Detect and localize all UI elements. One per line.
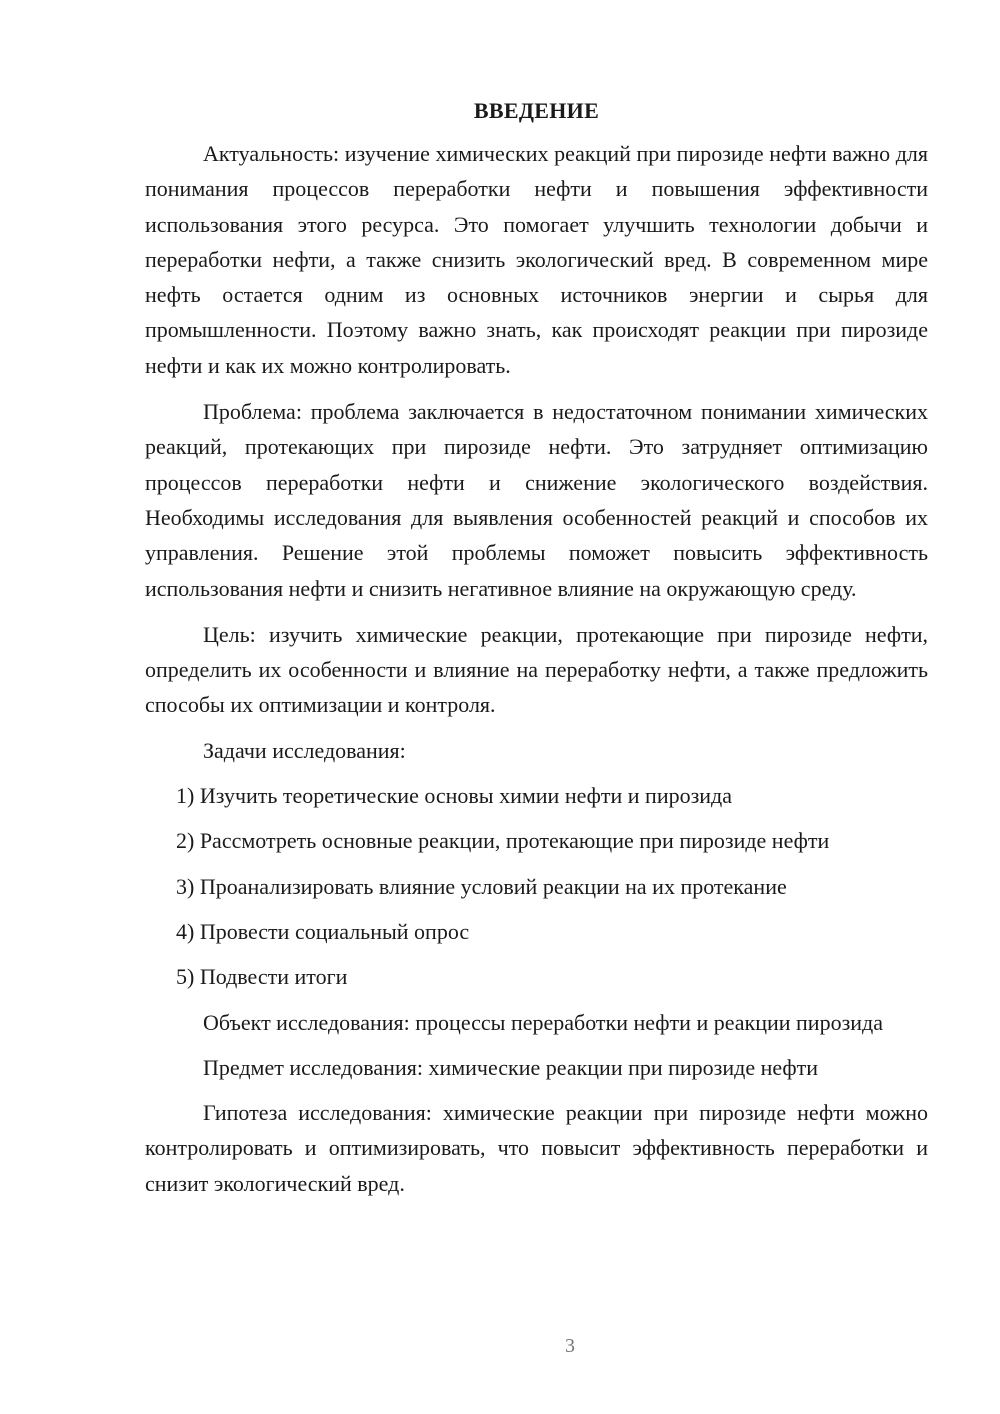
page-number: 3 bbox=[565, 1335, 575, 1357]
paragraph-hypothesis: Гипотеза исследования: химические реакции при пирозиде нефти можно контролировать и оптимизировать, что повысит эффективность переработки и снизит экологический вред. bbox=[145, 1100, 928, 1196]
task-item-5: 5) Подвести итоги bbox=[176, 964, 348, 990]
paragraph-goal: Цель: изучить химические реакции, протекающие при пирозиде нефти, определить их особенности и влияние на переработку нефти, а также предложить способы их оптимизации и контроля. bbox=[145, 621, 928, 718]
task-item-2: 2) Рассмотреть основные реакции, протекающие при пирозиде нефти bbox=[176, 828, 830, 854]
task-item-1: 1) Изучить теоретические основы химии нефти и пирозида bbox=[176, 783, 733, 809]
section-title: ВВЕДЕНИЕ bbox=[473, 98, 600, 123]
tasks-list bbox=[145, 778, 928, 994]
paragraph-problem: Проблема: проблема заключается в недостаточном понимании химических реакций, протекающих при пирозиде нефти. Это затрудняет оптимизацию процессов переработки нефти и снижение экологического воздействия. Необходимы исследования для выявления особенностей реакций и способов их управления. Решение этой проблемы поможет повысить эффективность использования нефти и снизить негативное влияние на окружающую среду. bbox=[145, 399, 928, 601]
paragraph-actuality: Актуальность: изучение химических реакций при пирозиде нефти важно для понимания процессов переработки нефти и повышения эффективности использования этого ресурса. Это помогает улучшить технологии добычи и переработки нефти, а также снизить экологический вред. В современном мире нефть остается одним из основных источников энергии и сырья для промышленности. Поэтому важно знать, как происходят реакции при пирозиде нефти и как их можно контролировать. bbox=[145, 141, 928, 378]
task-item-3: 3) Проанализировать влияние условий реакции на их протекание bbox=[176, 873, 787, 899]
tasks-heading: Задачи исследования: bbox=[203, 737, 406, 763]
page-content bbox=[145, 96, 928, 1211]
paragraph-subject: Предмет исследования: химические реакции при пирозиде нефти bbox=[203, 1054, 819, 1080]
paragraph-object: Объект исследования: процессы переработки нефти и реакции пирозида bbox=[203, 1009, 883, 1035]
task-item-4: 4) Провести социальный опрос bbox=[176, 918, 470, 944]
